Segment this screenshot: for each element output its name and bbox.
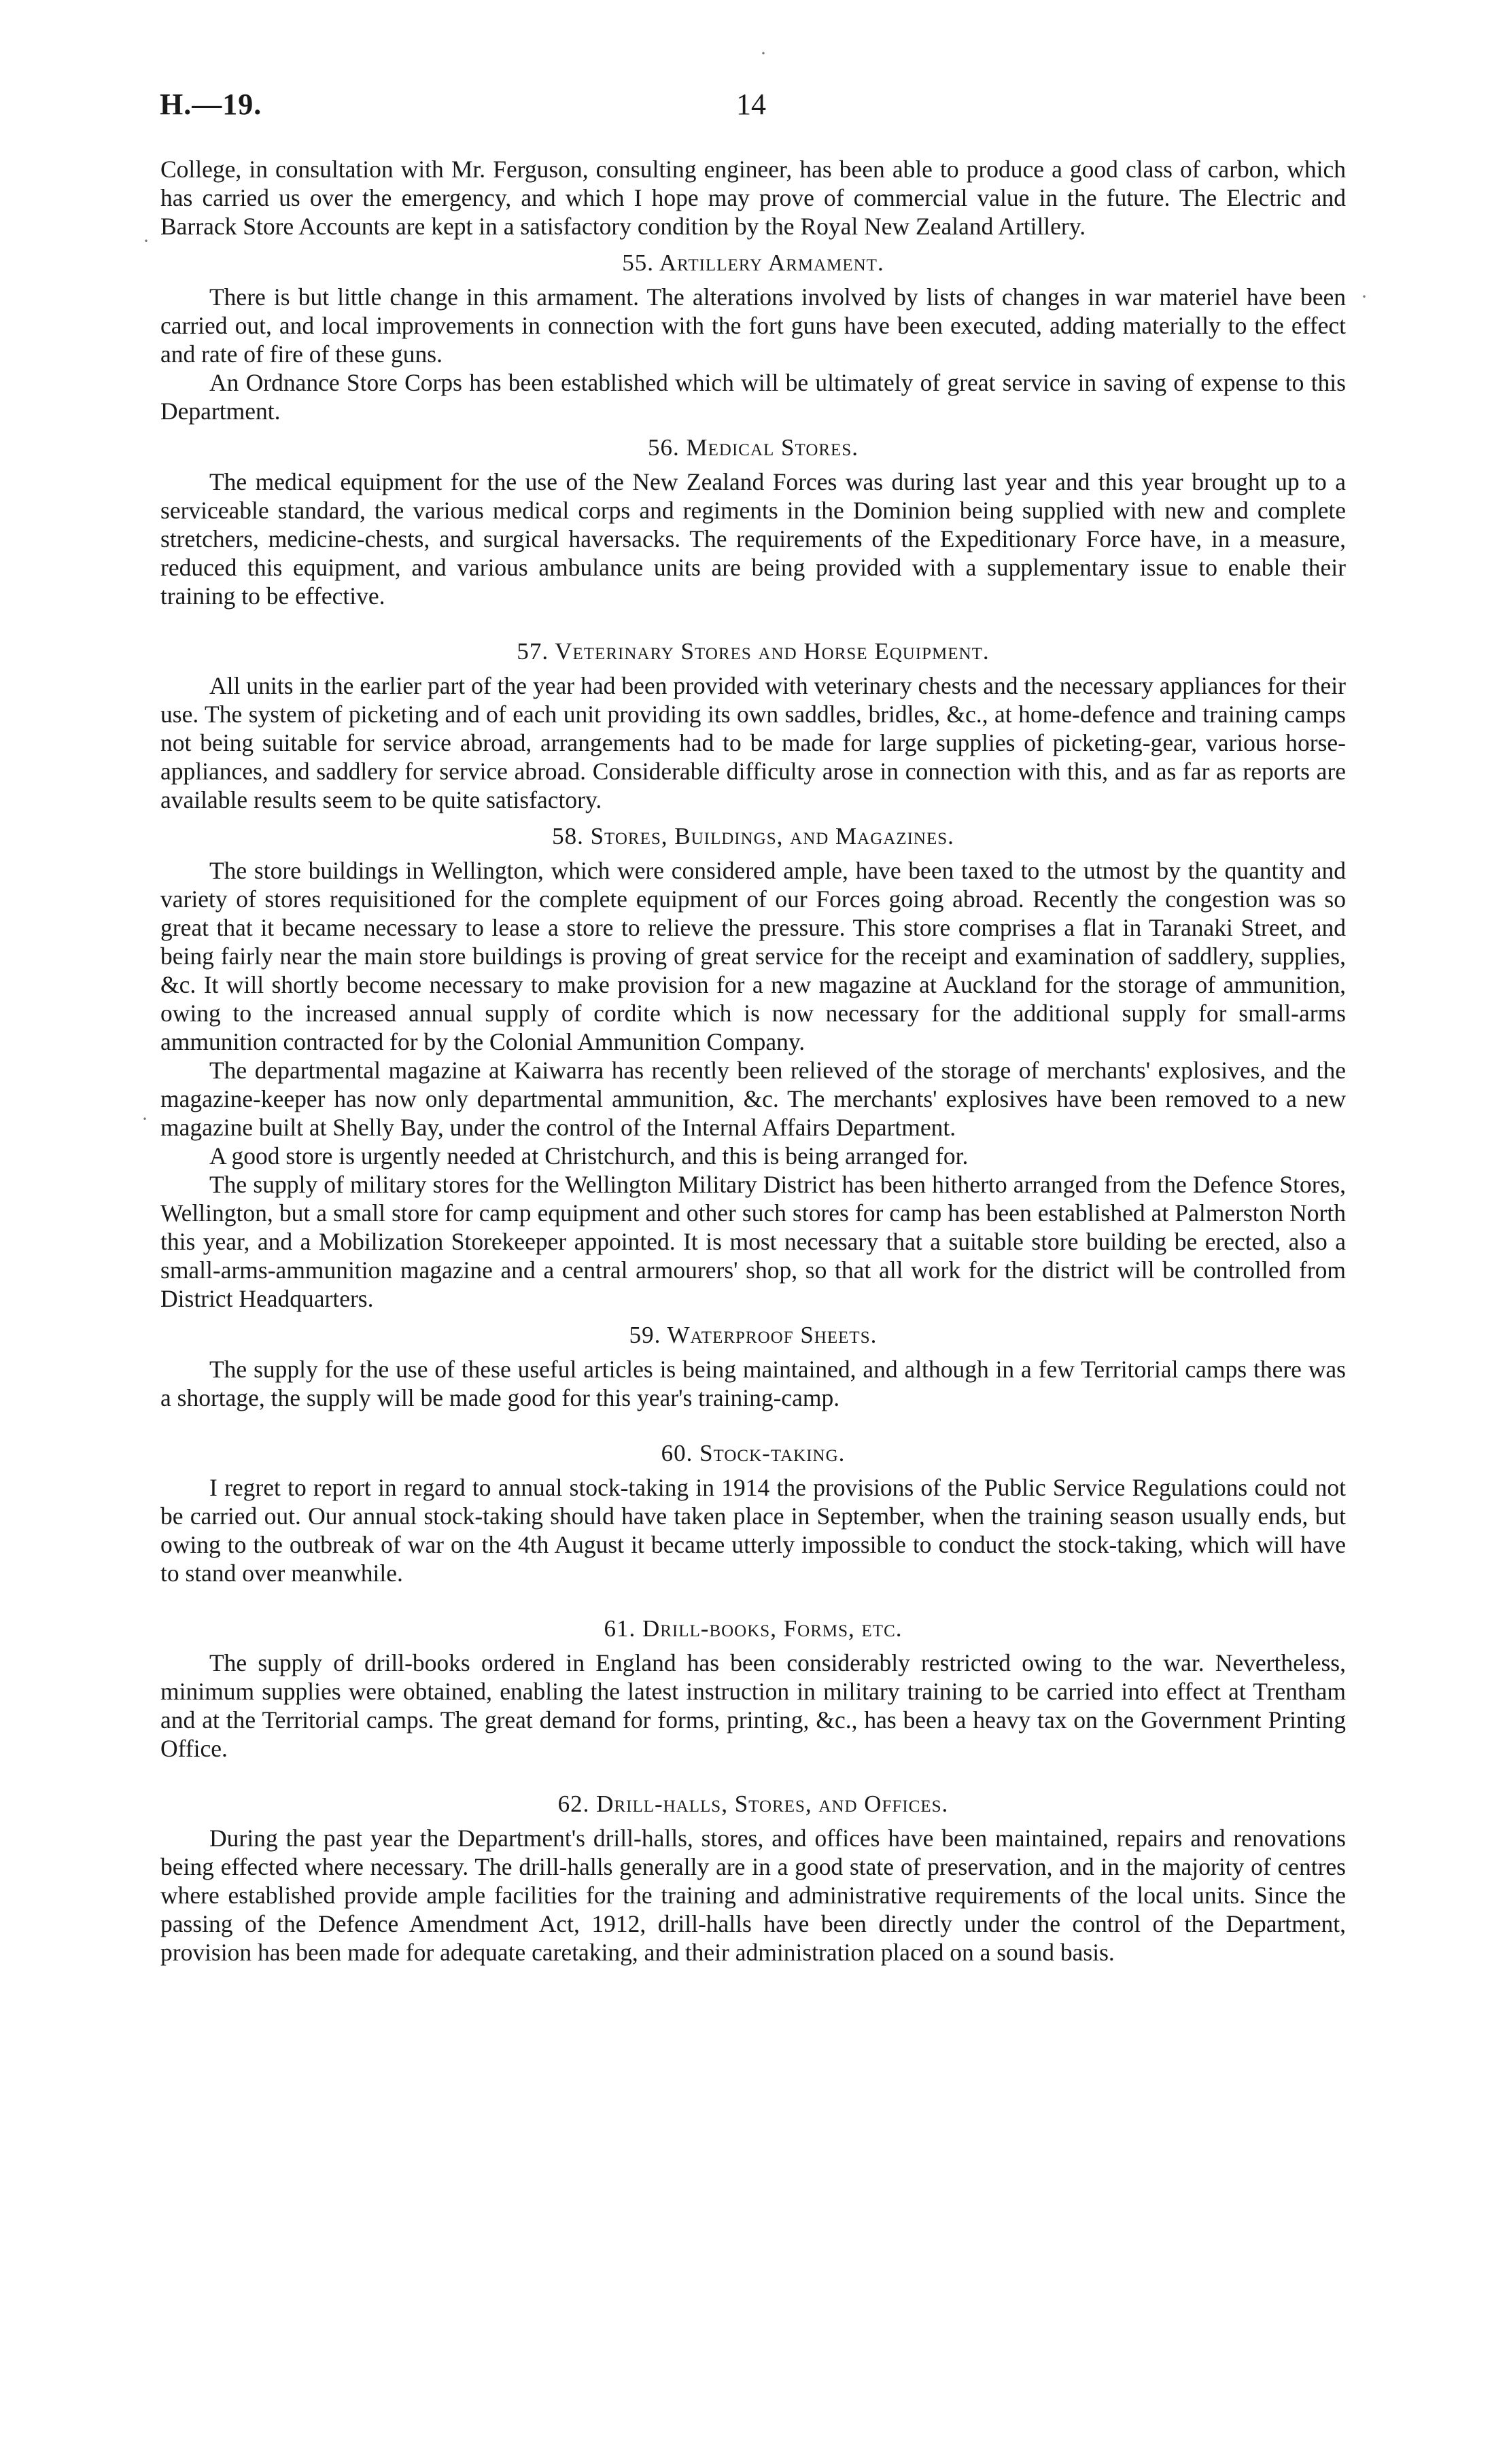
section-59 [160, 1321, 1346, 1412]
section-heading: 58. Stores, Buildings, and Magazines. [552, 823, 954, 849]
section-58 [160, 822, 1346, 1313]
paragraph: During the past year the Department's drill-halls, stores, and offices have been maintained, repairs and renovations being effected where necessary. The drill-halls generally are in a good state of preservation, and in the majority of centres where established provide ample facilities for the training and administrative requirements of the local units. Since the passing of the Defence Amendment Act, 1912, drill-halls have been directly under the control of the Department, provision has been made for adequate caretaking, and their administration placed on a sound basis. [160, 1825, 1346, 1966]
paragraph: The supply of drill-books ordered in England has been considerably restricted owing to the war. Nevertheless, minimum supplies were obtained, enabling the latest instruction in military training to be carried into effect at Trentham and at the Territorial camps. The great demand for forms, printing, &c., has been a heavy tax on the Government Printing Office. [160, 1649, 1346, 1762]
paragraph: The store buildings in Wellington, which were considered ample, have been taxed to the utmost by the quantity and variety of stores requisitioned for the complete equipment of our Forces going abroad. Recently the congestion was so great that it became necessary to lease a store to relieve the pressure. This store comprises a flat in Taranaki Street, and being fairly near the main store buildings is proving of great service for the receipt and examination of saddlery, supplies, &c. It will shortly become necessary to make provision for a new magazine at Auckland for the storage of ammunition, owing to the increased annual supply of cordite which is now necessary for the additional supply for small-arms ammunition contracted for by the Colonial Ammunition Company. [160, 857, 1346, 1055]
section-heading: 57. Veterinary Stores and Horse Equipment. [517, 638, 990, 665]
section-heading: 56. Medical Stores. [648, 434, 858, 461]
paragraph: I regret to report in regard to annual stock-taking in 1914 the provisions of the Public Service Regulations could not be carried out. Our annual stock-taking should have taken place in September, when the training season usually ends, but owing to the outbreak of war on the 4th August it became utterly impossible to conduct the stock-taking, which will have to stand over meanwhile. [160, 1474, 1346, 1587]
section-56 [160, 434, 1346, 610]
scan-mark: · [143, 230, 150, 252]
document-body [160, 155, 1346, 1967]
paragraph: A good store is urgently needed at Christchurch, and this is being arranged for. [209, 1142, 969, 1169]
section-heading: 59. Waterproof Sheets. [629, 1322, 878, 1348]
section-heading: 55. Artillery Armament. [622, 249, 884, 276]
section-62 [160, 1790, 1346, 1967]
section-heading: 60. Stock-taking. [661, 1440, 846, 1466]
page-number: 14 [736, 88, 766, 121]
paragraph: All units in the earlier part of the year had been provided with veterinary chests and the necessary appliances for their use. The system of picketing and of each unit providing its own saddles, bridles, &c., at home-defence and training camps not being suitable for service abroad, arrangements had to be made for large supplies of picketing-gear, various horse-appliances, and saddlery for service abroad. Considerable difficulty arose in connection with this, and as far as reports are available results seem to be quite satisfactory. [160, 672, 1346, 813]
paragraph: The medical equipment for the use of the New Zealand Forces was during last year and this year brought up to a serviceable standard, the various medical corps and regiments in the Dominion being supplied with new and complete stretchers, medicine-chests, and surgical haversacks. The requirements of the Expeditionary Force have, in a measure, reduced this equipment, and various ambulance units are being provided with a supplementary issue to enable their training to be effective. [160, 468, 1346, 610]
paragraph: An Ordnance Store Corps has been established which will be ultimately of great service in saving of expense to this Department. [160, 369, 1346, 425]
section-57 [160, 637, 1346, 814]
paragraph: The supply for the use of these useful articles is being maintained, and although in a few Territorial camps there was a shortage, the supply will be made good for this year's training-camp. [160, 1356, 1346, 1411]
section-61 [160, 1615, 1346, 1763]
scan-mark: · [1361, 285, 1368, 308]
section-heading: 62. Drill-halls, Stores, and Offices. [557, 1791, 949, 1817]
page-header [160, 87, 1349, 135]
intro-paragraph: College, in consultation with Mr. Ferguson, consulting engineer, has been able to produce a good class of carbon, which has carried us over the emergency, and which I hope may prove of commercial value in the future. The Electric and Barrack Store Accounts are kept in a satisfactory condition by the Royal New Zealand Artillery. [160, 156, 1346, 240]
paragraph: There is but little change in this armament. The alterations involved by lists of changes in war materiel have been carried out, and local improvements in connection with the fort guns have been executed, adding materially to the effect and rate of fire of these guns. [160, 283, 1346, 368]
scan-mark: · [760, 42, 767, 65]
paragraph: The departmental magazine at Kaiwarra has recently been relieved of the storage of merchants' explosives, and the magazine-keeper has now only departmental ammunition, &c. The merchants' explosives have been removed to a new magazine built at Shelly Bay, under the control of the Internal Affairs Department. [160, 1057, 1346, 1141]
paragraph: The supply of military stores for the Wellington Military District has been hitherto arranged from the Defence Stores, Wellington, but a small store for camp equipment and other such stores for camp has been established at Palmerston North this year, and a Mobilization Storekeeper appointed. It is most necessary that a suitable store building be erected, also a small-arms-ammunition magazine and a central armourers' shop, so that all work for the district will be controlled from District Headquarters. [160, 1171, 1346, 1312]
scan-mark: · [141, 1108, 148, 1130]
document-reference: H.—19. [160, 88, 262, 121]
section-heading: 61. Drill-books, Forms, etc. [604, 1615, 903, 1642]
section-60 [160, 1439, 1346, 1587]
section-55 [160, 249, 1346, 425]
